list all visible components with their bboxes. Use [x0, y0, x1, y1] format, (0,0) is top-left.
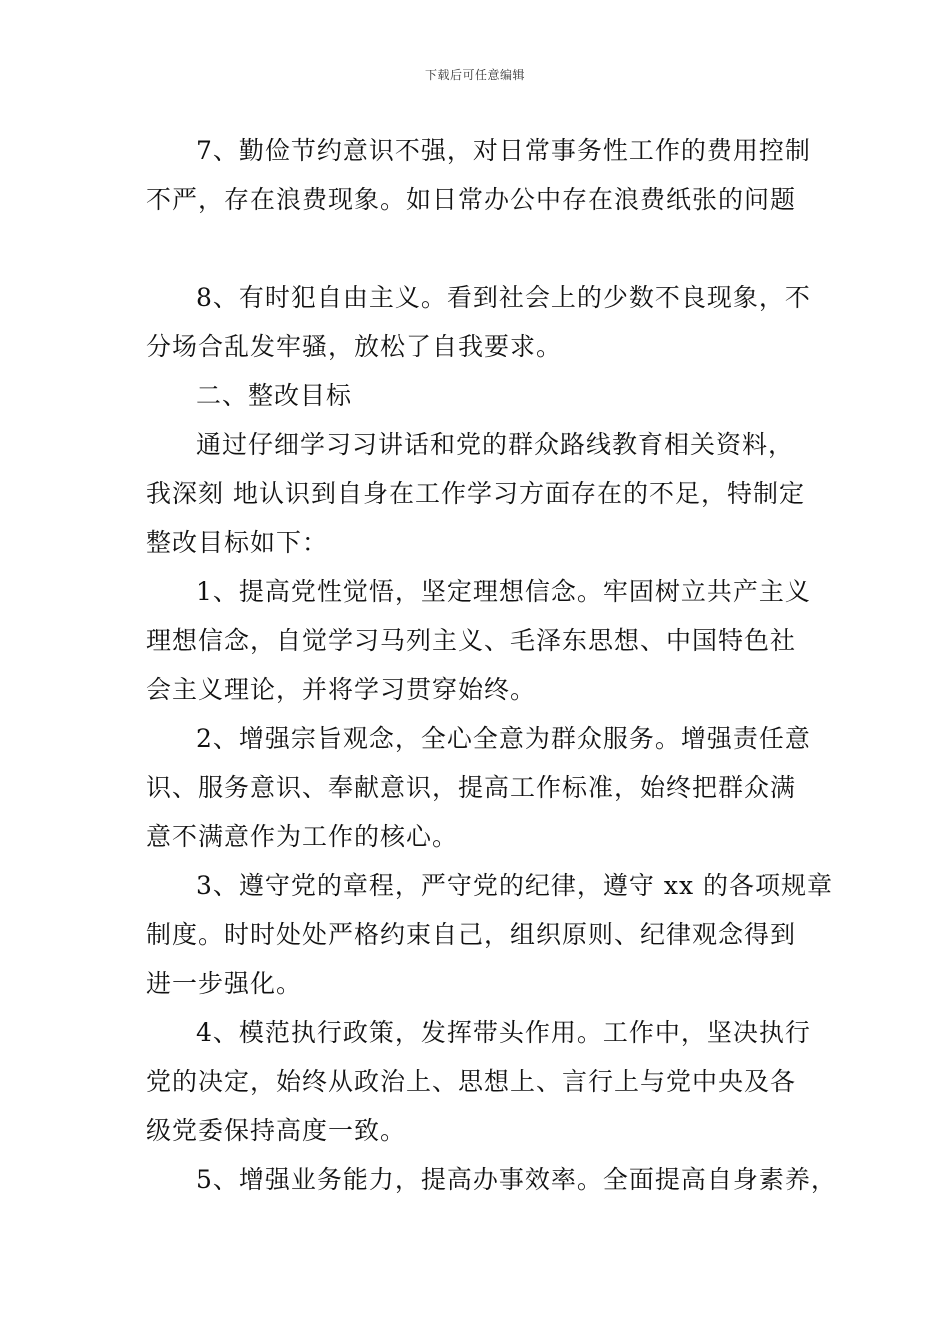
document-body: [146, 126, 837, 1204]
paragraph-line: 7、勤俭节约意识不强，对日常事务性工作的费用控制: [196, 136, 811, 165]
paragraph-line: 1、提高党性觉悟，坚定理想信念。牢固树立共产主义: [196, 577, 811, 606]
paragraph-line: 党的决定，始终从政治上、思想上、言行上与党中央及各: [146, 1067, 797, 1096]
paragraph-line: 2、增强宗旨观念，全心全意为群众服务。增强责任意: [196, 724, 811, 753]
paragraph-line: 3、遵守党的章程，严守党的纪律，遵守 xx 的各项规章: [196, 871, 833, 900]
paragraph-line: 级党委保持高度一致。: [146, 1116, 407, 1145]
paragraph-line: 通过仔细学习习讲话和党的群众路线教育相关资料，: [196, 430, 795, 459]
paragraph-line: 8、有时犯自由主义。看到社会上的少数不良现象，不: [196, 283, 811, 312]
paragraph-line: 整改目标如下：: [146, 528, 329, 557]
blank-line: [146, 224, 810, 273]
paragraph-line: 意不满意作为工作的核心。: [146, 822, 459, 851]
paragraph-line: 我深刻 地认识到自身在工作学习方面存在的不足，特制定: [146, 479, 805, 508]
paragraph-line: 4、模范执行政策，发挥带头作用。工作中，坚决执行: [196, 1018, 811, 1047]
paragraph-line: 5、增强业务能力，提高办事效率。全面提高自身素养，: [196, 1165, 837, 1194]
paragraph-line: 进一步强化。: [146, 969, 303, 998]
paragraph-line: 会主义理论，并将学习贯穿始终。: [146, 675, 537, 704]
section-heading: 二、整改目标: [196, 381, 353, 410]
paragraph-line: 识、服务意识、奉献意识，提高工作标准，始终把群众满: [146, 773, 797, 802]
paragraph-line: 不严，存在浪费现象。如日常办公中存在浪费纸张的问题: [146, 185, 797, 214]
page-header-note: 下载后可任意编辑: [424, 68, 525, 82]
paragraph-line: 分场合乱发牢骚，放松了自我要求。: [146, 332, 563, 361]
paragraph-line: 制度。时时处处严格约束自己，组织原则、纪律观念得到: [146, 920, 797, 949]
paragraph-line: 理想信念，自觉学习马列主义、毛泽东思想、中国特色社: [146, 626, 797, 655]
